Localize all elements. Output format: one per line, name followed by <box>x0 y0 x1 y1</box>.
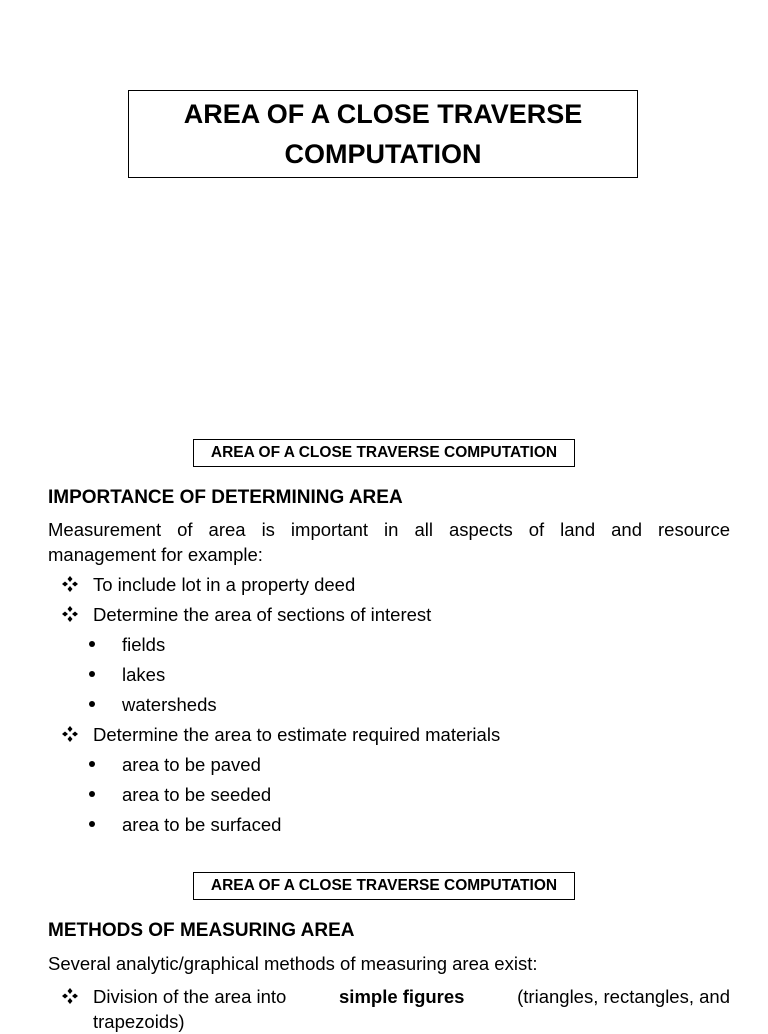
list-subitem: watersheds <box>122 694 217 715</box>
list-item: Determine the area of sections of interest <box>93 604 432 625</box>
title-box <box>128 90 638 178</box>
method-text-after: (triangles, rectangles, and <box>517 986 730 1007</box>
round-bullet-icon <box>89 761 95 767</box>
section-header-label: AREA OF A CLOSE TRAVERSE COMPUTATION <box>210 444 558 461</box>
list-item <box>93 984 730 1009</box>
intro-paragraph-line1: Measurement of area is important in all aspects of land and resource <box>48 519 730 540</box>
section-header-label: AREA OF A CLOSE TRAVERSE COMPUTATION <box>210 877 558 894</box>
section-header-importance <box>193 439 575 467</box>
four-diamond-bullet-icon <box>62 576 78 592</box>
page-title: AREA OF A CLOSE TRAVERSE COMPUTATION <box>183 99 583 169</box>
list-subitem: area to be seeded <box>122 784 272 805</box>
intro-paragraph-line2: management for example: <box>48 544 263 565</box>
four-diamond-bullet-icon <box>62 988 78 1004</box>
list-subitem: area to be surfaced <box>122 814 282 835</box>
method-text-bold: simple figures <box>339 986 465 1007</box>
list-subitem: area to be paved <box>122 754 261 775</box>
section-header-methods <box>193 872 575 900</box>
four-diamond-bullet-icon <box>62 726 78 742</box>
round-bullet-icon <box>89 671 95 677</box>
round-bullet-icon <box>89 821 95 827</box>
method-text-continuation: trapezoids) <box>93 1011 185 1032</box>
list-subitem: fields <box>122 634 166 655</box>
method-text-before: Division of the area into <box>93 986 287 1007</box>
list-item: Determine the area to estimate required materials <box>93 724 501 745</box>
round-bullet-icon <box>89 641 95 647</box>
four-diamond-bullet-icon <box>62 606 78 622</box>
heading-importance: IMPORTANCE OF DETERMINING AREA <box>48 487 403 508</box>
heading-methods: METHODS OF MEASURING AREA <box>48 920 355 941</box>
round-bullet-icon <box>89 791 95 797</box>
methods-intro: Several analytic/graphical methods of measuring area exist: <box>48 953 538 974</box>
round-bullet-icon <box>89 701 95 707</box>
list-item: To include lot in a property deed <box>93 574 356 595</box>
list-subitem: lakes <box>122 664 166 685</box>
